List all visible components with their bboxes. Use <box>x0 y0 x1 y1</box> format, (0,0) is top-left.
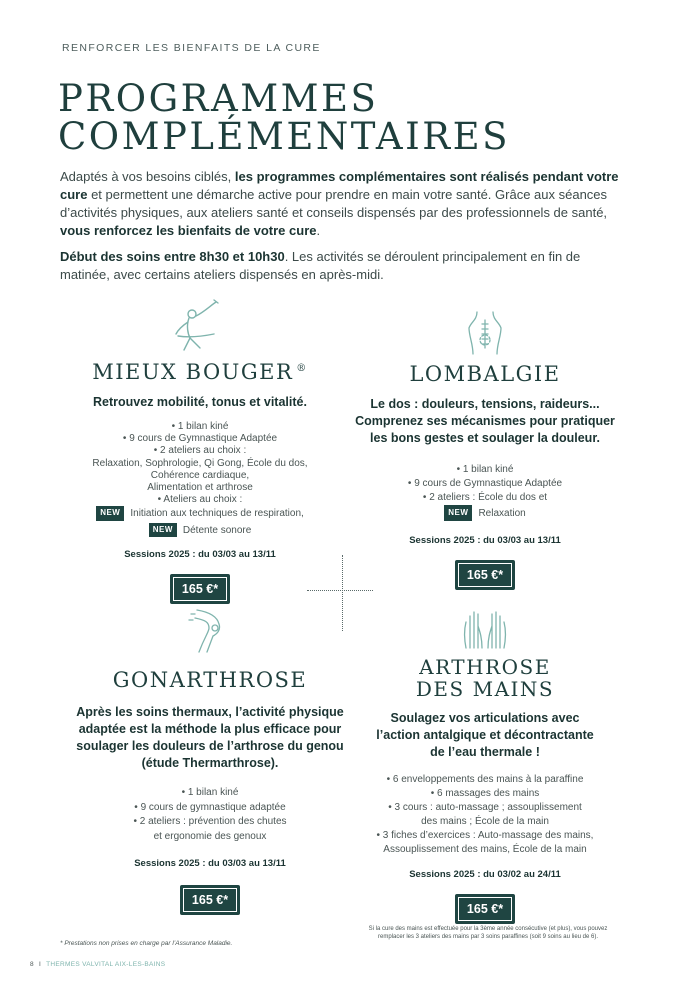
program-lead: Après les soins thermaux, l’activité physique adaptée est la méthode la plus efficace pour soulager les douleurs de l’arthrose du genou (étude Thermarthrose). <box>76 705 344 770</box>
sessions-dates: Sessions 2025 : du 03/02 au 24/11 <box>409 869 561 880</box>
footer-separator: I <box>39 961 42 968</box>
stretching-person-icon <box>170 298 230 354</box>
new-badge: NEW <box>444 505 472 521</box>
sessions-dates: Sessions 2025 : du 03/03 au 13/11 <box>134 858 286 869</box>
intro-bold: vous renforcez les bienfaits de votre cure <box>60 223 317 238</box>
hands-note: Si la cure des mains est effectuée pour la 3ème année consécutive (et plus), vous pouvez remplacer les 3 ateliers des mains par 3 soins paraffines (soit 9 soins au lieu de 6). <box>368 926 608 940</box>
knee-icon <box>187 608 233 654</box>
page-title <box>58 77 510 158</box>
heading-text: MIEUX BOUGER <box>92 360 294 384</box>
new-item-text: Détente sonore <box>182 524 252 536</box>
program-lead: Soulagez vos articulations avec l’action antalgique et décontractante de l’eau thermale ! <box>376 711 594 759</box>
program-lombalgie <box>345 310 625 590</box>
intro-text: . <box>316 223 321 238</box>
hands-icon <box>460 608 510 650</box>
list-item: • 9 cours de Gymnastique Adaptée <box>122 433 278 445</box>
heading-line-2: DES MAINS <box>415 677 555 701</box>
program-lead: Le dos : douleurs, tensions, raideurs... Comprenez ses mécanismes pour pratiquer les bons gestes et soulager la douleur. <box>355 397 615 445</box>
program-heading <box>345 656 625 700</box>
list-item <box>345 505 625 521</box>
new-item-text: Relaxation <box>478 508 526 519</box>
list-item: Assouplissement des mains, École de la main <box>383 844 587 855</box>
footnote: * Prestations non prises en charge par l’Assurance Maladie. <box>60 940 233 947</box>
list-item: • 6 massages des mains <box>430 788 540 799</box>
price-badge: 165 €* <box>455 560 515 590</box>
program-arthrose-mains <box>345 608 625 924</box>
schedule-text: . Les activités se déroulent principalement en fin de matinée, avec certains ateliers dispensés en après-midi. <box>60 249 581 282</box>
price-badge: 165 €* <box>170 574 230 604</box>
program-heading <box>60 360 340 384</box>
list-item <box>60 506 340 520</box>
program-heading: LOMBALGIE <box>409 362 561 386</box>
intro-text: Adaptés à vos besoins ciblés, <box>60 169 235 184</box>
list-item: • 6 enveloppements des mains à la paraffine <box>386 774 584 785</box>
list-item: • Ateliers au choix : <box>157 494 243 506</box>
intro-text: et permettent une démarche active pour prendre en main votre santé. Grâce aux séances d’activités physiques, aux ateliers santé et conseils dispensés par des professionnels de santé, <box>60 187 608 220</box>
page-footer <box>30 961 165 968</box>
footer-brand: THERMES VALVITAL AIX-LES-BAINS <box>46 961 166 968</box>
list-item: • 2 ateliers : prévention des chutes <box>133 816 287 827</box>
list-item: • 2 ateliers au choix : <box>153 445 247 457</box>
schedule-paragraph <box>60 248 620 284</box>
registered-mark: ® <box>296 363 308 374</box>
sessions-dates: Sessions 2025 : du 03/03 au 13/11 <box>124 548 276 560</box>
program-items <box>60 786 360 844</box>
program-items <box>60 421 340 537</box>
list-item: • 9 cours de Gymnastique Adaptée <box>407 478 563 489</box>
sessions-dates: Sessions 2025 : du 03/03 au 13/11 <box>409 535 561 546</box>
program-heading: GONARTHROSE <box>112 668 308 692</box>
new-badge: NEW <box>96 506 124 520</box>
intro-bold: les programmes complémentaires sont réalisés pendant votre cure <box>60 169 619 202</box>
heading-line-1: ARTHROSE <box>419 655 551 679</box>
intro-paragraph <box>60 168 620 240</box>
list-item: • 3 cours : auto-massage ; assouplissement <box>388 802 582 813</box>
list-item: • 9 cours de gymnastique adaptée <box>134 801 286 813</box>
list-item: • 3 fiches d’exercices : Auto-massage des mains, <box>376 830 594 841</box>
back-spine-icon <box>465 310 505 356</box>
schedule-bold: Début des soins entre 8h30 et 10h30 <box>60 249 285 264</box>
page-number: 8 <box>30 961 34 968</box>
list-item: • 1 bilan kiné <box>181 787 239 798</box>
list-item: Relaxation, Sophrologie, Qi Gong, École du dos, <box>92 457 308 469</box>
program-gonarthrose <box>60 608 360 915</box>
new-item-text: Initiation aux techniques de respiration, <box>130 508 304 520</box>
program-items <box>345 463 625 521</box>
title-line-1: PROGRAMMES <box>58 77 379 120</box>
new-badge: NEW <box>149 523 177 537</box>
section-kicker: RENFORCER LES BIENFAITS DE LA CURE <box>62 42 321 54</box>
price-badge: 165 €* <box>455 894 515 924</box>
title-line-2: COMPLÉMENTAIRES <box>58 115 510 158</box>
list-item: des mains ; École de la main <box>421 816 549 827</box>
list-item <box>60 523 340 537</box>
price-badge: 165 €* <box>180 885 240 915</box>
list-item: • 1 bilan kiné <box>171 421 229 432</box>
divider-horizontal <box>307 590 373 591</box>
program-items <box>345 773 625 857</box>
program-lead: Retrouvez mobilité, tonus et vitalité. <box>93 395 307 409</box>
list-item: • 2 ateliers : École du dos et <box>422 492 548 503</box>
list-item: • 1 bilan kiné <box>456 464 514 475</box>
list-item: Cohérence cardiaque, <box>150 469 250 481</box>
list-item: Alimentation et arthrose <box>147 482 253 494</box>
list-item: et ergonomie des genoux <box>153 830 267 842</box>
program-mieux-bouger <box>60 298 340 604</box>
